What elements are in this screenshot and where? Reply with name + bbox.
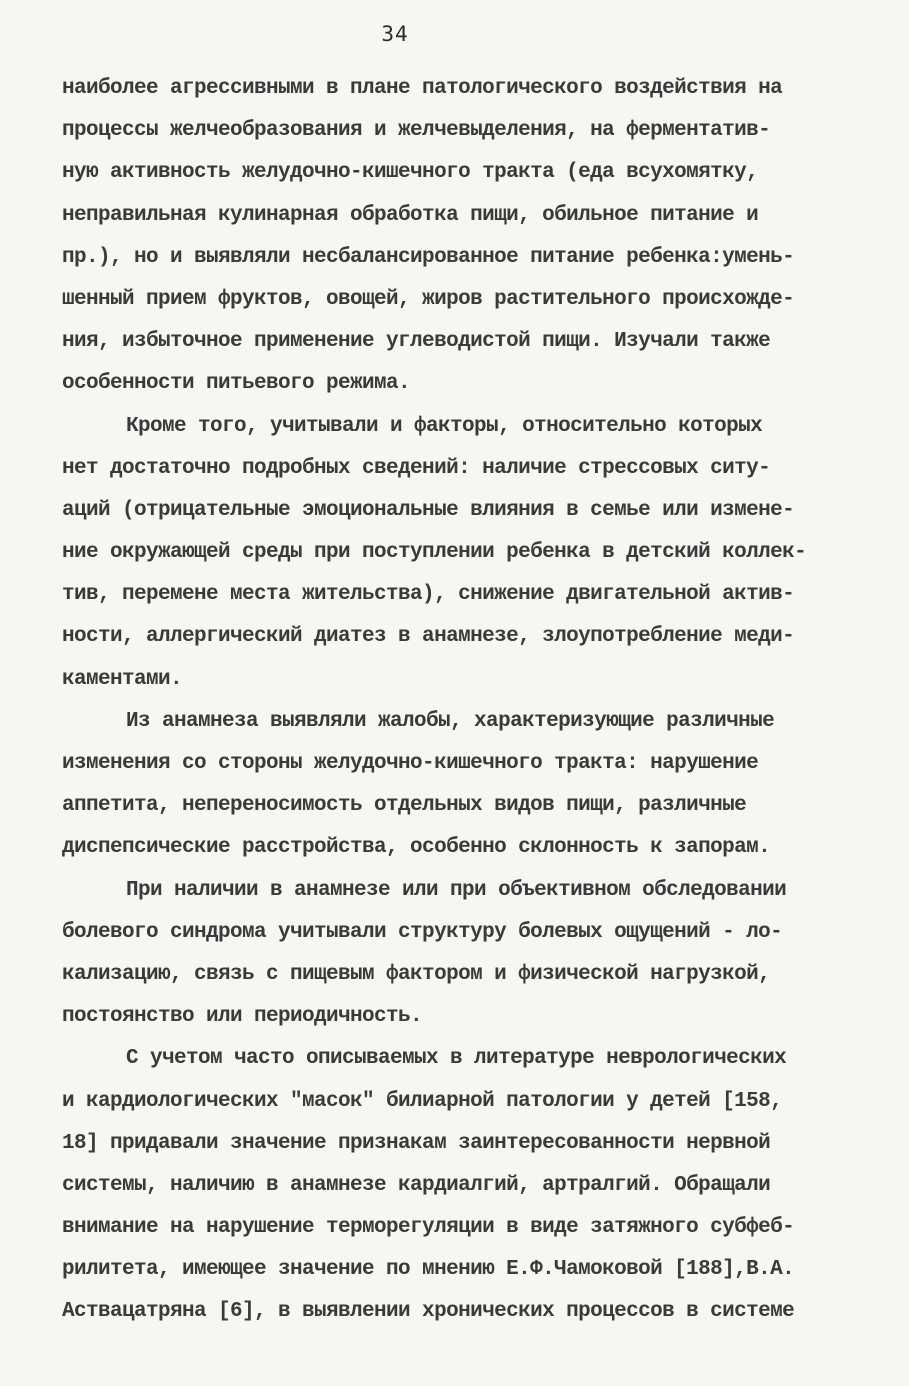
text-line: каментами. (62, 667, 183, 691)
text-line: шенный прием фруктов, овощей, жиров растительного происхожде- (62, 287, 795, 311)
text-line: аппетита, непереносимость отдельных видов пищи, различные (62, 794, 747, 818)
text-line: ние окружающей среды при поступлении ребенка в детский коллек- (62, 541, 807, 565)
text-line: неправильная кулинарная обработка пищи, обильное питание и (62, 203, 759, 227)
body-text (62, 74, 862, 1340)
text-line: кализацию, связь с пищевым фактором и физической нагрузкой, (62, 962, 771, 986)
text-line: диспепсические расстройства, особенно склонность к запорам. (62, 836, 771, 860)
paragraph-4 (62, 876, 862, 1045)
text-line: системы, наличию в анамнезе кардиалгий, артралгий. Обращали (62, 1173, 771, 1197)
text-line: Кроме того, учитывали и факторы, относительно которых (126, 414, 763, 438)
text-line: С учетом часто описываемых в литературе неврологических (126, 1047, 787, 1071)
text-line: Из анамнеза выявляли жалобы, характеризующие различные (126, 709, 775, 733)
text-line: постоянство или периодичность. (62, 1005, 423, 1029)
text-line: внимание на нарушение терморегуляции в виде затяжного субфеб- (62, 1216, 795, 1240)
text-line: изменения со стороны желудочно-кишечного тракта: нарушение (62, 752, 759, 775)
text-line: 18] придавали значение признакам заинтересованности нервной (62, 1131, 771, 1155)
text-line: пр.), но и выявляли несбалансированное питание ребенка:умень- (62, 245, 795, 269)
text-line: рилитета, имеющее значение по мнению Е.Ф.Чамоковой [188],В.А. (62, 1258, 795, 1282)
text-line: особенности питьевого режима. (62, 372, 411, 396)
text-line: нет достаточно подробных сведений: наличие стрессовых ситу- (62, 456, 771, 480)
paragraph-3 (62, 707, 862, 876)
text-line: тив, перемене места жительства), снижение двигательной актив- (62, 583, 795, 607)
text-line: ности, аллергический диатез в анамнезе, злоупотребление меди- (62, 625, 795, 649)
text-line: наиболее агрессивными в плане патологического воздействия на (62, 77, 783, 100)
text-line: и кардиологических "масок" билиарной патологии у детей [158, (62, 1089, 783, 1113)
text-line: ную активность желудочно-кишечного тракта (еда всухомятку, (62, 161, 759, 185)
text-line: болевого синдрома учитывали структуру болевых ощущений - ло- (62, 920, 783, 944)
paragraph-5 (62, 1044, 862, 1339)
text-line: Аствацатряна [6], в выявлении хронических процессов в системе (62, 1300, 795, 1324)
text-line: При наличии в анамнезе или при объективном обследовании (126, 878, 787, 902)
text-line: ния, избыточное применение углеводистой пищи. Изучали также (62, 330, 771, 354)
text-line: аций (отрицательные эмоциональные влияния в семье или измене- (62, 498, 795, 522)
page-number: 34 (381, 22, 409, 46)
text-line: процессы желчеобразования и желчевыделения, на ферментатив- (62, 119, 771, 143)
paragraph-2 (62, 412, 862, 707)
paragraph-1 (62, 74, 862, 412)
